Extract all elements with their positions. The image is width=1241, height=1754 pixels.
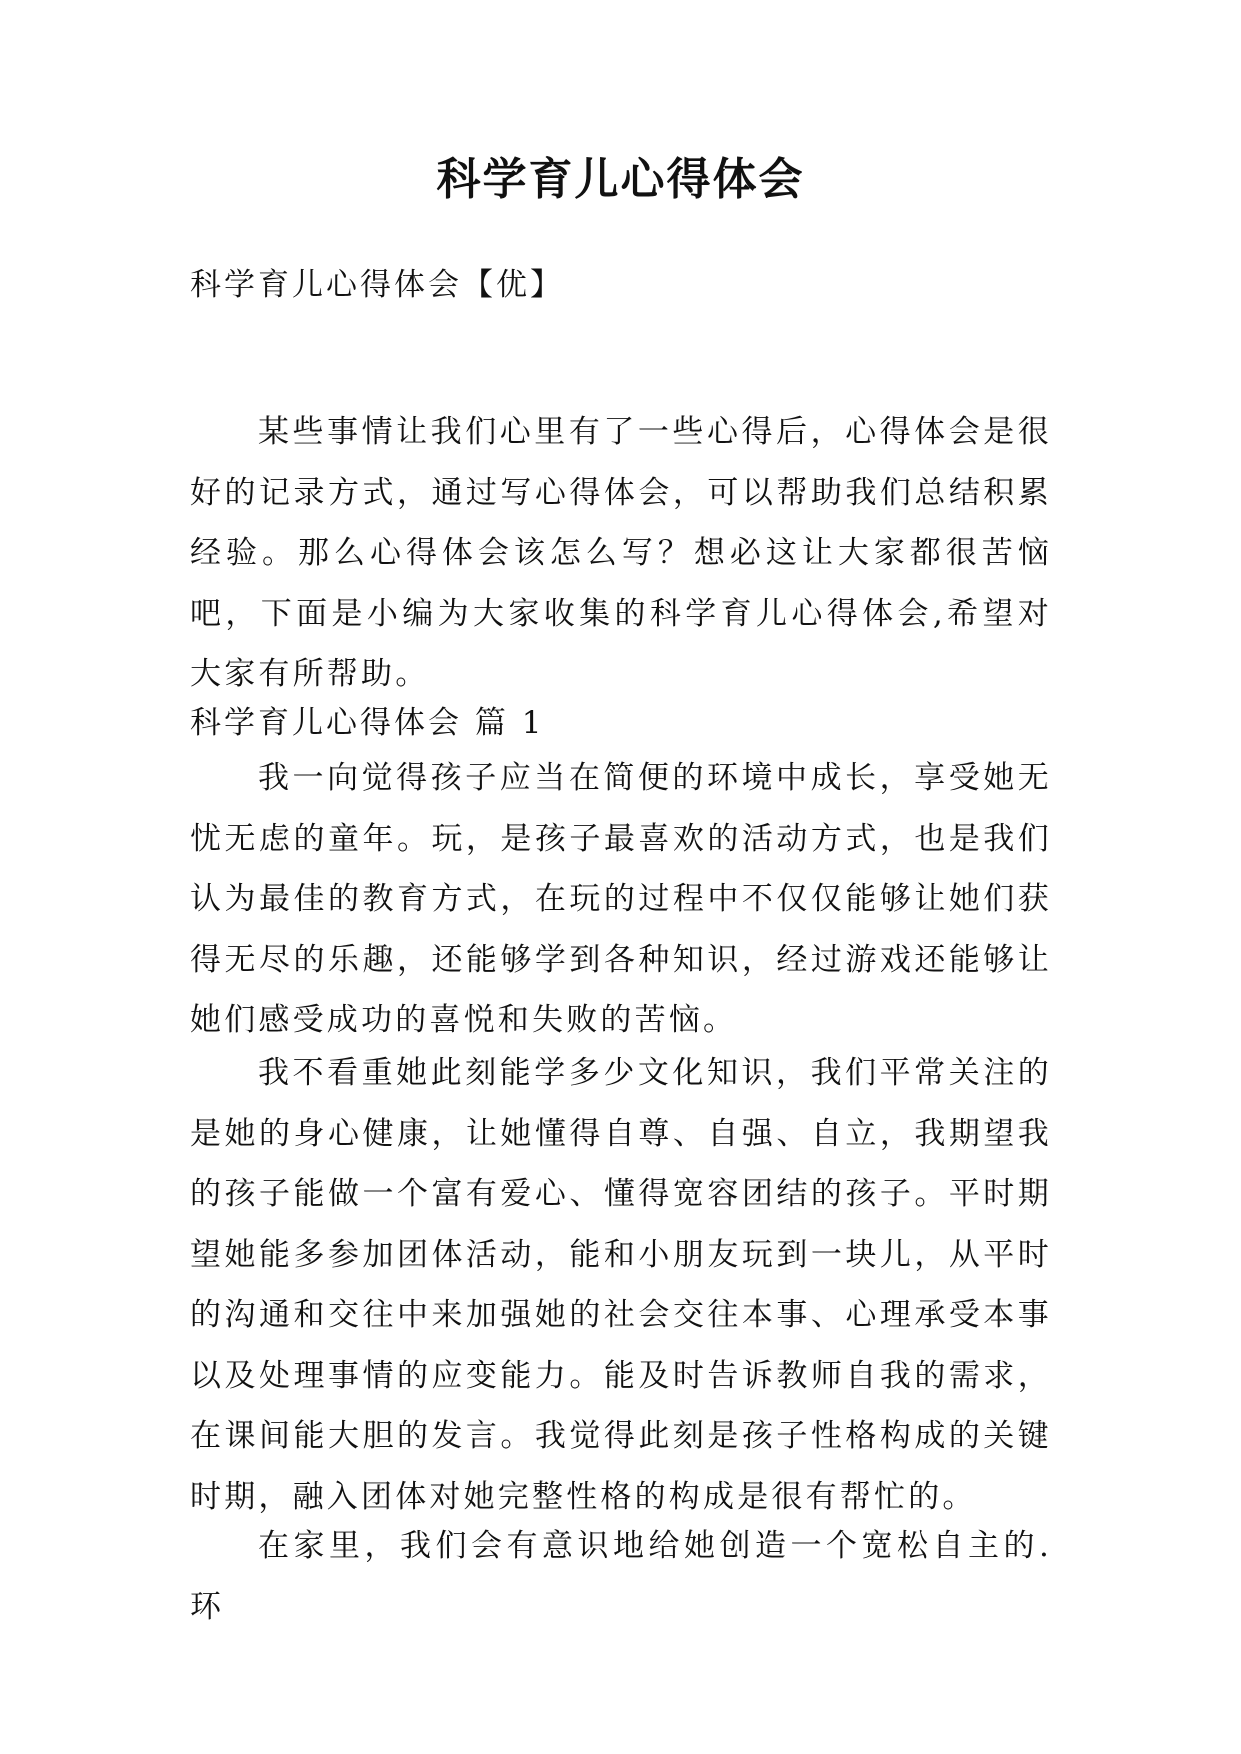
body-paragraph-3: 在家里，我们会有意识地给她创造一个宽松自主的.环 [190,1528,1052,1625]
body-paragraph-1: 我一向觉得孩子应当在简便的环境中成长，享受她无忧无虑的童年。玩，是孩子最喜欢的活动方式，也是我们认为最佳的教育方式，在玩的过程中不仅仅能够让她们获得无尽的乐趣，还能够学到各种知识，经过游戏还能够让她们感受成功的喜悦和失败的苦恼。 [190,760,1052,1038]
document-title: 科学育儿心得体会 [436,154,805,205]
body-paragraph-2: 我不看重她此刻能学多少文化知识，我们平常关注的是她的身心健康，让她懂得自尊、自强、自立，我期望我的孩子能做一个富有爱心、懂得宽容团结的孩子。平时期望她能多参加团体活动，能和小朋友玩到一块儿，从平时的沟通和交往中来加强她的社会交往本事、心理承受本事以及处理事情的应变能力。能及时告诉教师自我的需求，在课间能大胆的发言。我觉得此刻是孩子性格构成的关键时期，融入团体对她完整性格的构成是很有帮忙的。 [190,1055,1052,1515]
document-subtitle: 科学育儿心得体会【优】 [190,267,564,303]
intro-paragraph: 某些事情让我们心里有了一些心得后，心得体会是很好的记录方式，通过写心得体会，可以帮助我们总结积累经验。那么心得体会该怎么写？想必这让大家都很苦恼吧，下面是小编为大家收集的科学育儿心得体会,希望对大家有所帮助。 [190,414,1052,692]
section-heading: 科学育儿心得体会 篇 1 [190,705,545,741]
